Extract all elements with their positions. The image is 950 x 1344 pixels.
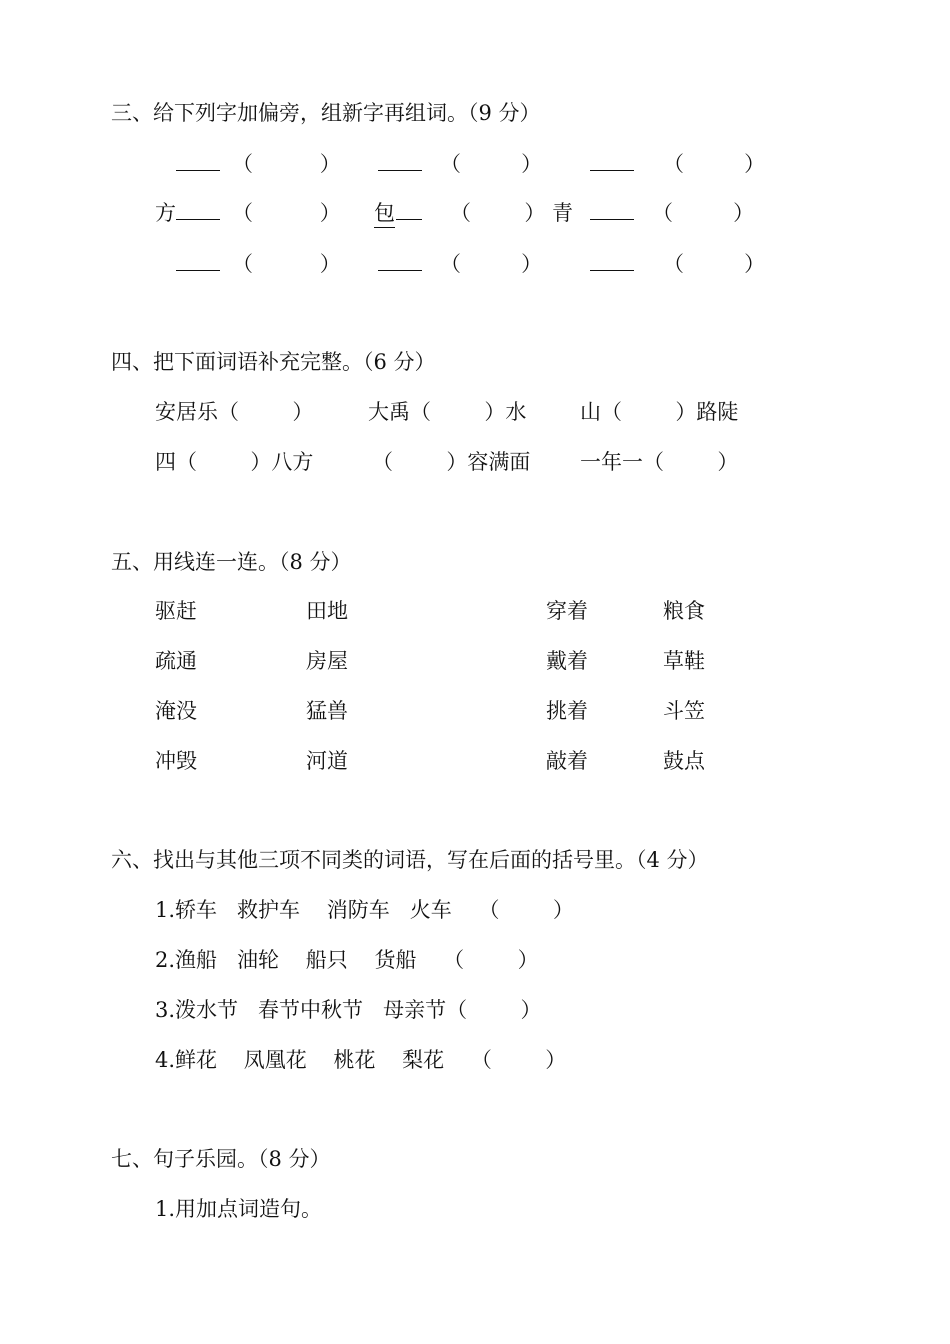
match-word: 戴着 <box>546 649 588 673</box>
idiom-item: 山（ ）路陡 <box>580 400 739 424</box>
blank-line <box>378 150 422 178</box>
odd-one-out-item: 4.鲜花 凤凰花 桃花 梨花 （ ） <box>155 1048 567 1072</box>
match-word: 挑着 <box>546 699 588 723</box>
match-word: 冲毁 <box>155 749 197 773</box>
match-word: 田地 <box>306 599 348 623</box>
idiom-item: 安居乐（ ） <box>155 400 314 424</box>
answer-paren: （ ） <box>232 252 341 276</box>
blank-line <box>176 250 220 278</box>
answer-paren: （ ） <box>450 201 546 225</box>
match-word: 河道 <box>306 749 348 773</box>
base-char: 方 <box>155 201 176 225</box>
odd-one-out-item: 1.轿车 救护车 消防车 火车 （ ） <box>155 898 574 922</box>
answer-paren: （ ） <box>652 201 755 225</box>
idiom-item: 大禹（ ）水 <box>368 400 527 424</box>
match-word: 猛兽 <box>306 699 348 723</box>
base-char: 青 <box>552 201 573 225</box>
section-4-title: 四、把下面词语补充完整。（6 分） <box>111 350 436 374</box>
match-word: 淹没 <box>155 699 197 723</box>
blank-line <box>396 199 422 227</box>
section-5-title: 五、用线连一连。（8 分） <box>111 550 352 574</box>
match-word: 敲着 <box>546 749 588 773</box>
base-char: 包 <box>374 199 395 228</box>
idiom-item: 一年一（ ） <box>580 450 739 474</box>
match-word: 疏通 <box>155 649 197 673</box>
match-word: 驱赶 <box>155 599 197 623</box>
match-word: 房屋 <box>306 649 348 673</box>
match-word: 鼓点 <box>663 749 705 773</box>
blank-line <box>176 150 220 178</box>
section-3-title: 三、给下列字加偏旁，组新字再组词。（9 分） <box>111 101 541 125</box>
match-word: 草鞋 <box>663 649 705 673</box>
match-word: 穿着 <box>546 599 588 623</box>
idiom-item: 四（ ）八方 <box>155 450 314 474</box>
answer-paren: （ ） <box>440 152 543 176</box>
blank-line <box>590 250 634 278</box>
section-7-title: 七、句子乐园。（8 分） <box>111 1147 331 1171</box>
answer-paren: （ ） <box>663 252 766 276</box>
answer-paren: （ ） <box>440 252 543 276</box>
blank-line <box>590 150 634 178</box>
odd-one-out-item: 3.泼水节 春节中秋节 母亲节（ ） <box>155 998 542 1022</box>
idiom-item: （ ）容满面 <box>372 450 531 474</box>
answer-paren: （ ） <box>232 201 341 225</box>
section-6-title: 六、找出与其他三项不同类的词语，写在后面的括号里。（4 分） <box>111 848 709 872</box>
blank-line <box>378 250 422 278</box>
blank-line <box>176 199 220 227</box>
answer-paren: （ ） <box>663 152 766 176</box>
odd-one-out-item: 2.渔船 油轮 船只 货船 （ ） <box>155 948 539 972</box>
section-7-subquestion: 1.用加点词造句。 <box>155 1197 323 1221</box>
match-word: 斗笠 <box>663 699 705 723</box>
blank-line <box>590 199 634 227</box>
answer-paren: （ ） <box>232 152 341 176</box>
match-word: 粮食 <box>663 599 705 623</box>
